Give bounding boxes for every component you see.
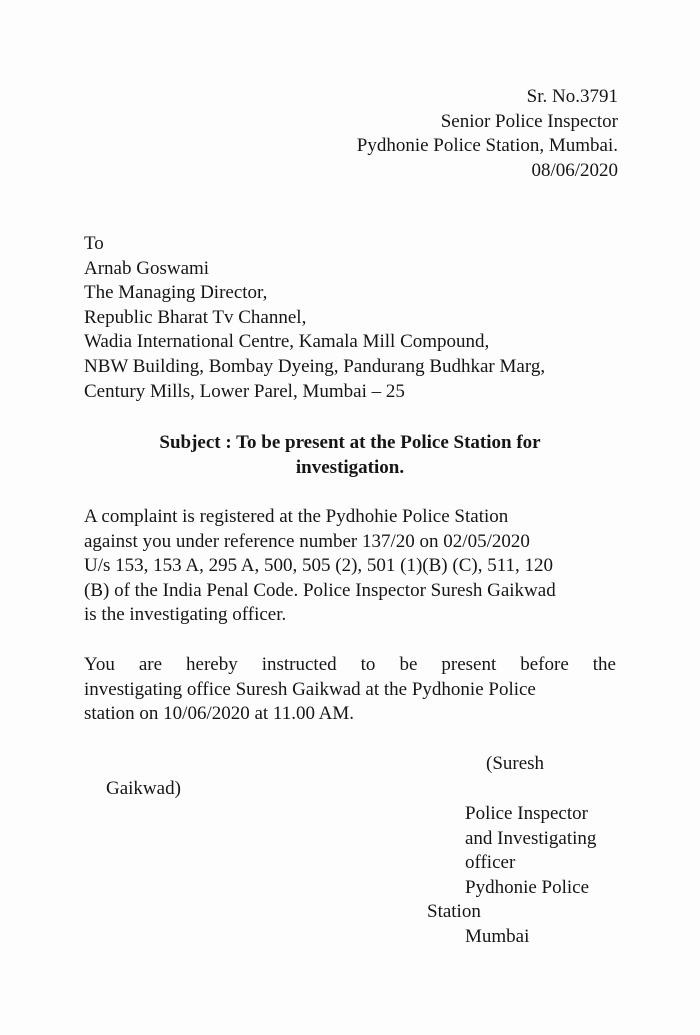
address-line: Arnab Goswami — [84, 257, 210, 279]
letter-date: 08/06/2020 — [531, 159, 618, 181]
recipient-address — [84, 232, 545, 404]
address-line: Wadia International Centre, Kamala Mill Compound, — [84, 331, 490, 353]
designation-line: Pydhonie Police — [465, 876, 590, 898]
sender-designation: Senior Police Inspector — [440, 110, 618, 132]
subject-heading — [84, 431, 616, 480]
address-line: Republic Bharat Tv Channel, — [84, 306, 307, 328]
paragraph-line: investigating office Suresh Gaikwad at the Pydhonie Police — [84, 678, 536, 700]
designation-line: Police Inspector — [465, 803, 588, 824]
paragraph-line: A complaint is registered at the Pydhohie Police Station — [84, 506, 509, 527]
address-line: Century Mills, Lower Parel, Mumbai – 25 — [84, 380, 405, 402]
signatory-name-close: Gaikwad) — [106, 778, 181, 799]
salutation: To — [84, 233, 104, 254]
sender-station: Pydhonie Police Station, Mumbai. — [356, 135, 618, 157]
designation-line: and Investigating — [465, 827, 597, 849]
paragraph-line: U/s 153, 153 A, 295 A, 500, 505 (2), 501 (1)(B) (C), 511, 120 — [84, 555, 553, 577]
paragraph-line: is the investigating officer. — [84, 604, 287, 626]
paragraph-line: station on 10/06/2020 at 11.00 AM. — [84, 703, 355, 725]
designation-city: Mumbai — [465, 925, 530, 947]
address-line: The Managing Director, — [84, 282, 268, 304]
signatory-designation — [427, 802, 597, 950]
paragraph-line: (B) of the India Penal Code. Police Inspector Suresh Gaikwad — [84, 579, 556, 601]
designation-line: officer — [465, 852, 516, 874]
paragraph-line: You are hereby instructed to be present before the — [84, 654, 616, 675]
signatory-name-open: (Suresh — [486, 753, 545, 774]
address-line: NBW Building, Bombay Dyeing, Pandurang Budhkar Marg, — [84, 355, 546, 377]
complaint-paragraph — [84, 505, 556, 628]
letter-header — [357, 85, 618, 183]
paragraph-line: against you under reference number 137/20 on 02/05/2020 — [84, 530, 530, 552]
serial-number: Sr. No.3791 — [526, 86, 618, 107]
subject-line: investigation. — [295, 456, 405, 478]
designation-station: Station — [427, 901, 481, 923]
subject-line: Subject : To be present at the Police Station for — [159, 432, 541, 453]
instruction-paragraph — [84, 653, 616, 727]
